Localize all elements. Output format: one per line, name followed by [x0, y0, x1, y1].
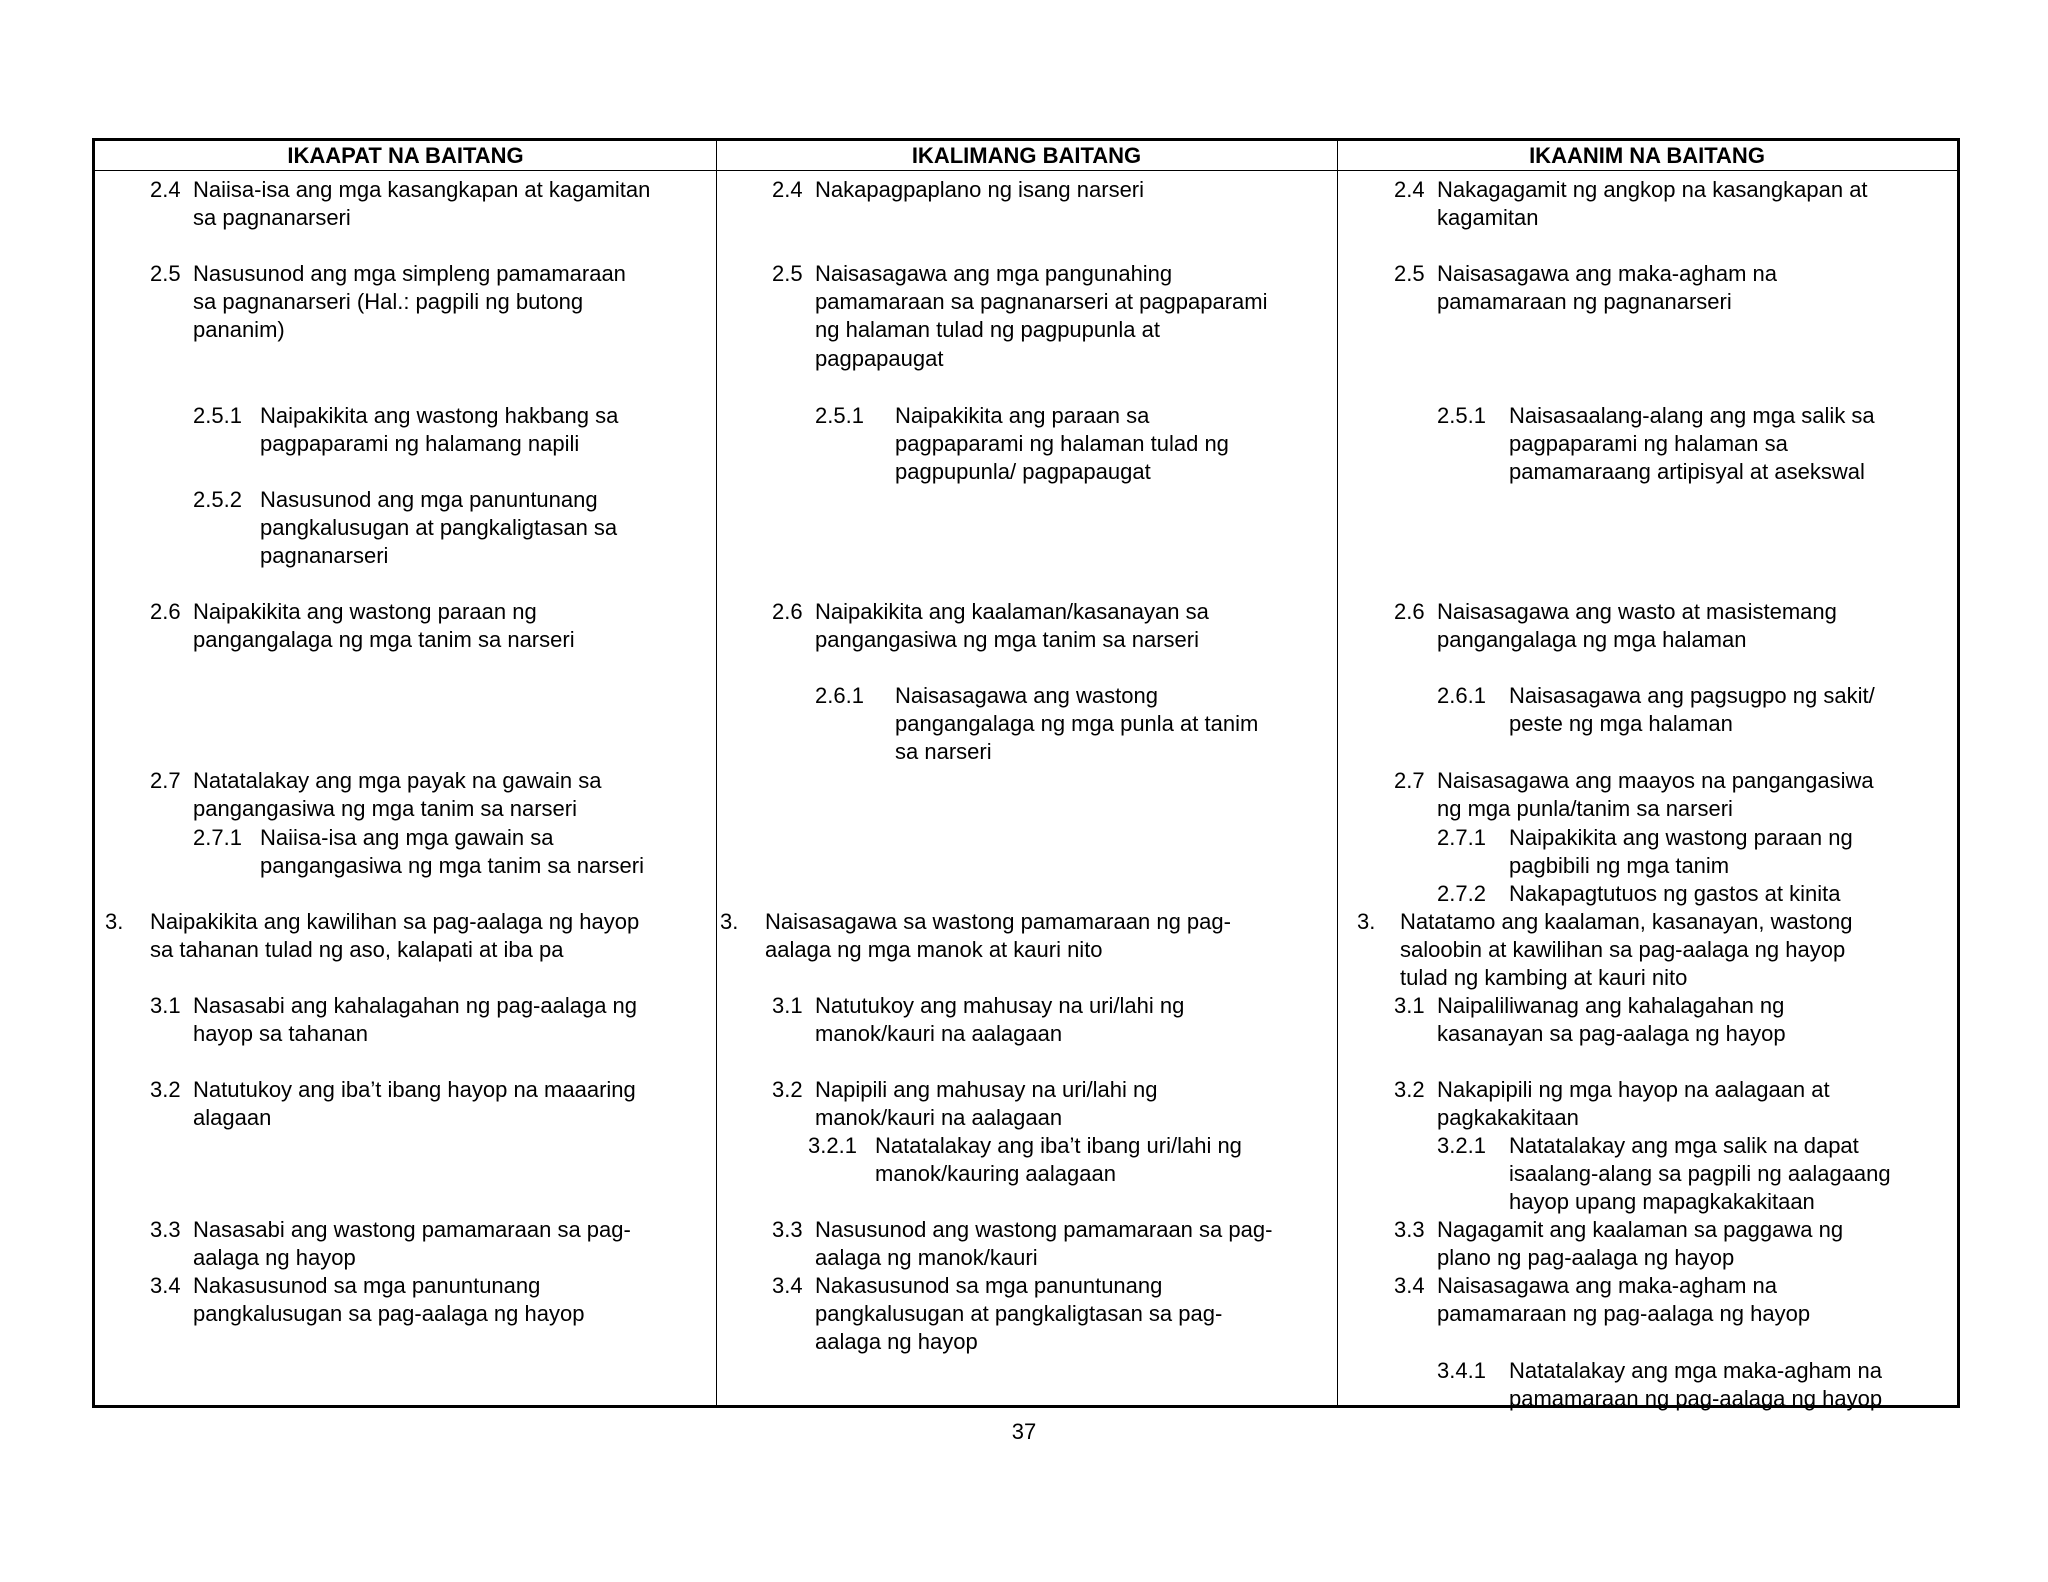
objective-text-line: Naipakikita ang kaalaman/kasanayan sa	[815, 599, 1209, 624]
objective-text-line: hayop upang mapagkakakitaan	[1509, 1189, 1815, 1215]
column-divider	[1337, 141, 1338, 1405]
objective-text-line: pangkalusugan at pangkaligtasan sa	[260, 515, 618, 541]
objective-number: 3.4	[1394, 1273, 1425, 1298]
objective-number: 3.	[720, 909, 739, 934]
objective-text-line: Naiisa-isa ang mga gawain sa	[260, 825, 554, 850]
objective-text-line: pamamaraang artipisyal at asekswal	[1509, 459, 1865, 485]
objective-text-line: sa narseri	[895, 739, 992, 765]
column-header-grade-5: IKALIMANG BAITANG	[716, 141, 1337, 171]
objective-text-line: Natatalakay ang mga maka-agham na	[1509, 1358, 1882, 1383]
objective-text-line: alagaan	[193, 1105, 272, 1131]
objective-text-line: Naisasagawa sa wastong pamamaraan ng pag-	[765, 909, 1231, 934]
objective-text-line: Naipakikita ang wastong paraan ng	[193, 599, 537, 624]
objective-text-line: Nakasusunod sa mga panuntunang	[193, 1273, 541, 1298]
objective-number: 2.7.1	[193, 825, 242, 850]
objective-number: 2.4	[1394, 177, 1425, 202]
objective-number: 2.5.1	[193, 403, 242, 428]
objective-text-line: pagbibili ng mga tanim	[1509, 853, 1730, 879]
objective-text-line: pangkalusugan at pangkaligtasan sa pag-	[815, 1301, 1223, 1327]
objective-text-line: pamamaraan ng pagnanarseri	[1437, 289, 1732, 315]
objective-text-line: Naiisa-isa ang mga kasangkapan at kagamitan	[193, 177, 651, 202]
objective-text-line: Natutukoy ang mahusay na uri/lahi ng	[815, 993, 1185, 1018]
objective-text-line: aalaga ng hayop	[815, 1329, 978, 1355]
objective-text-line: Nasusunod ang mga panuntunang	[260, 487, 598, 512]
objective-text-line: pagpaparami ng halaman tulad ng	[895, 431, 1229, 457]
objective-text-line: tulad ng kambing at kauri nito	[1400, 965, 1688, 991]
objective-text-line: peste ng mga halaman	[1509, 711, 1733, 737]
objective-text-line: Naipakikita ang wastong hakbang sa	[260, 403, 619, 428]
objective-number: 2.6	[1394, 599, 1425, 624]
objective-number: 3.3	[150, 1217, 181, 1242]
column-divider	[716, 141, 717, 1405]
objective-number: 2.6	[772, 599, 803, 624]
objective-text-line: pangkalusugan sa pag-aalaga ng hayop	[193, 1301, 585, 1327]
objective-number: 3.2	[1394, 1077, 1425, 1102]
objective-text-line: Naipakikita ang kawilihan sa pag-aalaga ng hayop	[150, 909, 640, 934]
objective-text-line: pagnanarseri	[260, 543, 389, 569]
objective-text-line: pangangasiwa ng mga tanim sa narseri	[815, 627, 1200, 653]
objective-text-line: Natatalakay ang mga payak na gawain sa	[193, 768, 602, 793]
objective-text-line: pangangasiwa ng mga tanim sa narseri	[193, 796, 578, 822]
objective-text-line: Nasasabi ang kahalagahan ng pag-aalaga ng	[193, 993, 638, 1018]
objective-text-line: Nakagagamit ng angkop na kasangkapan at	[1437, 177, 1868, 202]
objective-text-line: pagpapaugat	[815, 345, 944, 371]
objective-text-line: Naisasagawa ang maayos na pangangasiwa	[1437, 768, 1874, 793]
objective-number: 2.6	[150, 599, 181, 624]
objective-text-line: ng mga punla/tanim sa narseri	[1437, 796, 1733, 822]
objective-text-line: Naipaliliwanag ang kahalagahan ng	[1437, 993, 1785, 1018]
objective-text-line: pananim)	[193, 317, 285, 343]
objective-number: 3.	[1357, 909, 1376, 934]
objective-text-line: manok/kauring aalagaan	[875, 1161, 1116, 1187]
objective-number: 3.4.1	[1437, 1358, 1486, 1383]
objective-number: 3.2	[150, 1077, 181, 1102]
objective-text-line: kasanayan sa pag-aalaga ng hayop	[1437, 1021, 1786, 1047]
objective-text-line: aalaga ng manok/kauri	[815, 1245, 1038, 1271]
objective-text-line: pagpupunla/ pagpapaugat	[895, 459, 1151, 485]
objective-number: 3.4	[772, 1273, 803, 1298]
objective-text-line: pangangasiwa ng mga tanim sa narseri	[260, 853, 645, 879]
column-header-grade-6: IKAANIM NA BAITANG	[1337, 141, 1957, 171]
objective-number: 2.5.1	[815, 403, 864, 428]
objective-text-line: Nakapipili ng mga hayop na aalagaan at	[1437, 1077, 1830, 1102]
objective-number: 2.7.2	[1437, 881, 1486, 906]
objective-text-line: Natatalakay ang iba’t ibang uri/lahi ng	[875, 1133, 1242, 1158]
objective-text-line: ng halaman tulad ng pagpupunla at	[815, 317, 1160, 343]
objective-number: 3.	[105, 909, 124, 934]
objective-text-line: pagpaparami ng halaman sa	[1509, 431, 1788, 457]
objective-number: 2.7	[150, 768, 181, 793]
objective-text-line: Naisasagawa ang wastong	[895, 683, 1158, 708]
objective-number: 3.1	[1394, 993, 1425, 1018]
objective-text-line: aalaga ng hayop	[193, 1245, 356, 1271]
objective-text-line: Naisasaalang-alang ang mga salik sa	[1509, 403, 1875, 428]
objective-text-line: saloobin at kawilihan sa pag-aalaga ng hayop	[1400, 937, 1846, 963]
objective-number: 3.4	[150, 1273, 181, 1298]
objective-number: 3.1	[772, 993, 803, 1018]
objective-number: 2.4	[772, 177, 803, 202]
objective-number: 2.5	[150, 261, 181, 286]
objective-text-line: Naipakikita ang wastong paraan ng	[1509, 825, 1853, 850]
objective-number: 3.1	[150, 993, 181, 1018]
objective-text-line: Napipili ang mahusay na uri/lahi ng	[815, 1077, 1158, 1102]
objective-text-line: kagamitan	[1437, 205, 1539, 231]
objective-text-line: sa tahanan tulad ng aso, kalapati at iba pa	[150, 937, 564, 963]
objective-text-line: Naisasagawa ang wasto at masistemang	[1437, 599, 1837, 624]
objective-number: 2.7	[1394, 768, 1425, 793]
column-header-grade-4: IKAAPAT NA BAITANG	[95, 141, 716, 171]
objective-text-line: isaalang-alang sa pagpili ng aalagaang	[1509, 1161, 1891, 1187]
objective-number: 2.6.1	[815, 683, 864, 708]
objective-text-line: pagkakakitaan	[1437, 1105, 1579, 1131]
objective-text-line: pamamaraan ng pag-aalaga ng hayop	[1509, 1386, 1883, 1412]
objective-number: 3.3	[1394, 1217, 1425, 1242]
objective-text-line: Naisasagawa ang maka-agham na	[1437, 1273, 1777, 1298]
objective-text-line: hayop sa tahanan	[193, 1021, 368, 1047]
page-number: 37	[1011, 1419, 1037, 1444]
objective-number: 2.5.1	[1437, 403, 1486, 428]
objective-text-line: Naisasagawa ang pagsugpo ng sakit/	[1509, 683, 1875, 708]
objective-text-line: sa pagnanarseri	[193, 205, 351, 231]
objective-text-line: Natutukoy ang iba’t ibang hayop na maaaring	[193, 1077, 636, 1102]
objective-text-line: Nagagamit ang kaalaman sa paggawa ng	[1437, 1217, 1844, 1242]
objective-text-line: pamamaraan sa pagnanarseri at pagpaparami	[815, 289, 1268, 315]
objective-text-line: manok/kauri na aalagaan	[815, 1021, 1063, 1047]
objective-number: 2.6.1	[1437, 683, 1486, 708]
objective-text-line: Nasasabi ang wastong pamamaraan sa pag-	[193, 1217, 631, 1242]
objective-text-line: manok/kauri na aalagaan	[815, 1105, 1063, 1131]
objective-number: 2.5.2	[193, 487, 242, 512]
objective-number: 3.2	[772, 1077, 803, 1102]
objective-text-line: Naisasagawa ang maka-agham na	[1437, 261, 1777, 286]
objective-number: 2.5	[1394, 261, 1425, 286]
objective-number: 2.7.1	[1437, 825, 1486, 850]
objective-number: 2.5	[772, 261, 803, 286]
objective-text-line: Naipakikita ang paraan sa	[895, 403, 1150, 428]
objective-text-line: Natatalakay ang mga salik na dapat	[1509, 1133, 1859, 1158]
objective-text-line: Nakapagtutuos ng gastos at kinita	[1509, 881, 1841, 906]
objective-text-line: Nasusunod ang mga simpleng pamamaraan	[193, 261, 626, 286]
objective-text-line: aalaga ng mga manok at kauri nito	[765, 937, 1103, 963]
objective-number: 3.2.1	[808, 1133, 857, 1158]
objective-number: 3.2.1	[1437, 1133, 1486, 1158]
objective-text-line: pangangalaga ng mga halaman	[1437, 627, 1747, 653]
objective-text-line: pamamaraan ng pag-aalaga ng hayop	[1437, 1301, 1811, 1327]
objective-text-line: Natatamo ang kaalaman, kasanayan, wastong	[1400, 909, 1853, 934]
objective-number: 3.3	[772, 1217, 803, 1242]
objective-number: 2.4	[150, 177, 181, 202]
objective-text-line: plano ng pag-aalaga ng hayop	[1437, 1245, 1735, 1271]
objective-text-line: Nasusunod ang wastong pamamaraan sa pag-	[815, 1217, 1273, 1242]
objective-text-line: Nakasusunod sa mga panuntunang	[815, 1273, 1163, 1298]
objective-text-line: pangangalaga ng mga tanim sa narseri	[193, 627, 575, 653]
objective-text-line: sa pagnanarseri (Hal.: pagpili ng butong	[193, 289, 584, 315]
objective-text-line: Naisasagawa ang mga pangunahing	[815, 261, 1173, 286]
objective-text-line: pagpaparami ng halamang napili	[260, 431, 580, 457]
objective-text-line: Nakapagpaplano ng isang narseri	[815, 177, 1145, 202]
objective-text-line: pangangalaga ng mga punla at tanim	[895, 711, 1259, 737]
